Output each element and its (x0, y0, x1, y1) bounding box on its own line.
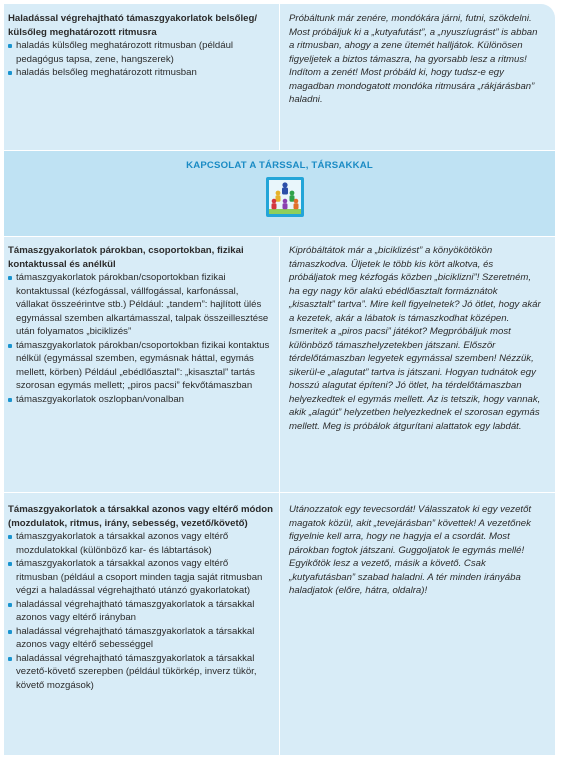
table-row (4, 4, 555, 151)
list-item: haladás külsőleg meghatározott ritmusban (például pedagógus tapsa, zene, hangszerek) (8, 39, 273, 66)
activity-heading: Támaszgyakorlatok párokban, csoportokban, fizikai kontaktussal és anélkül (8, 245, 244, 270)
instruction-cell (281, 493, 555, 755)
activity-list (8, 39, 273, 80)
document-page (4, 4, 555, 755)
activity-list (8, 271, 273, 406)
instruction-text: Próbáltunk már zenére, mondókára járni, futni, szökdelni. Most próbáljuk ki a „kutyafutást”, a „nyuszíugrást” is abban a ritmusban, ahogy a zene ütemét halljátok. Különösen figyeljetek a biztos támaszra, ha gyorsabb lesz a ritmus! Indítom a zenét! Most próbáld ki, hogy tudsz-e egy magadban mondogatott mondóka ritmusára „rákjárásban” haladni. (289, 13, 538, 105)
list-item: haladás belsőleg meghatározott ritmusban (8, 66, 273, 80)
list-item: támaszgyakorlatok párokban/csoportokban fizikai kontaktus nélkül (egymással szemben, egymásnak háttal, egymás mellett, körben) Például „ebédlőasztal”: „kisasztal” tartás szorosan egymás mellett; „piros pacsi” fekvőtámaszban (8, 339, 273, 393)
activity-cell (4, 493, 280, 755)
list-item: haladással végrehajtható támaszgyakorlatok a társakkal azonos vagy eltérő irányban (8, 598, 273, 625)
list-item: támaszgyakorlatok a társakkal azonos vagy eltérő mozdulatokkal (különböző kar- és lábtartások) (8, 530, 273, 557)
list-item: haladással végrehajtható támaszgyakorlatok a társakkal vezető-követő szerepben (például tükörkép, inverz tükör, követő mozgások) (8, 652, 273, 693)
children-pyramid-icon (266, 177, 304, 217)
table-row (4, 236, 555, 493)
table-row (4, 493, 555, 755)
list-item: támaszgyakorlatok oszlopban/vonalban (8, 393, 273, 407)
section-title: KAPCSOLAT A TÁRSSAL, TÁRSAKKAL (186, 160, 373, 171)
list-item: haladással végrehajtható támaszgyakorlatok a társakkal azonos vagy eltérő sebességgel (8, 625, 273, 652)
section-header (4, 150, 555, 237)
list-item: támaszgyakorlatok a társakkal azonos vagy eltérő ritmusban (például a csoport minden tagja saját ritmusban végzi a haladással végrehajtható utánzó gyakorlatokat) (8, 557, 273, 598)
activity-cell (4, 4, 280, 150)
list-item: támaszgyakorlatok párokban/csoportokban fizikai kontaktussal (kézfogással, vállfogással, karfonással, vállakat összeérintve stb.) Például: „tandem”: hajlított ülés egymással szemben alkartámasszal, talpak összeillesztése után folyamatos „biciklizés” (8, 271, 273, 339)
instruction-cell (281, 4, 555, 150)
instruction-text: Kipróbáltátok már a „biciklizést” a könyökötökön támaszkodva. Üljetek le több kis kört alkotva, és próbáljatok meg kézfogás közben „biciklizni”! Szeretném, ha egy nagy kör alakú ebédlőasztalt formáznátok „kisasztalt” tartva”. Mire kell figyelnetek? Jó ötlet, hogy akár a kezetek, akár a lábatok is támaszkodhat középen. Ismeritek a „piros pacsi” játékot? Megpróbáljuk most különböző támaszhelyzetekben játszani. Először térdelőtámaszban legyetek egymással szemben! Nézzük, sikerül-e „alagutat” tartva is játszani. Hogyan tudnátok egy hosszú alagutat építeni? Jó ötlet, ha térdelőtámaszban helyezkedtek el egymás mellett. Az is tetszik, hogy vannak, akik „alagút” helyzetben helyezkednek el szorosan egymás mellett. Meg is próbálok átgurítani alattatok egy labdát. (289, 245, 541, 432)
activity-list (8, 530, 273, 692)
activity-cell (4, 236, 280, 492)
instruction-cell (281, 236, 555, 492)
instruction-text: Utánozzatok egy tevecsordát! Válasszatok ki egy vezetőt magatok közül, akit „tevejárásban” követtek! A vezetőnek figyelnie kell arra, hogy ne hagyja el a csordát. Most párokban fogtok játszani. Guggoljatok le egymás mellé! Egyikőtök lesz a vezető, másik a követő. Csak „kutyafutásban” szabad haladni. A tér minden irányába haladjatok (előre, hátra, oldalra)! (289, 504, 532, 596)
activity-heading: Haladással végrehajtható támaszgyakorlatok belsőleg/ külsőleg meghatározott ritmusra (8, 13, 258, 38)
activity-heading: Támaszgyakorlatok a társakkal azonos vagy eltérő módon (mozdulatok, ritmus, irány, sebesség, vezető/követő) (8, 504, 273, 529)
